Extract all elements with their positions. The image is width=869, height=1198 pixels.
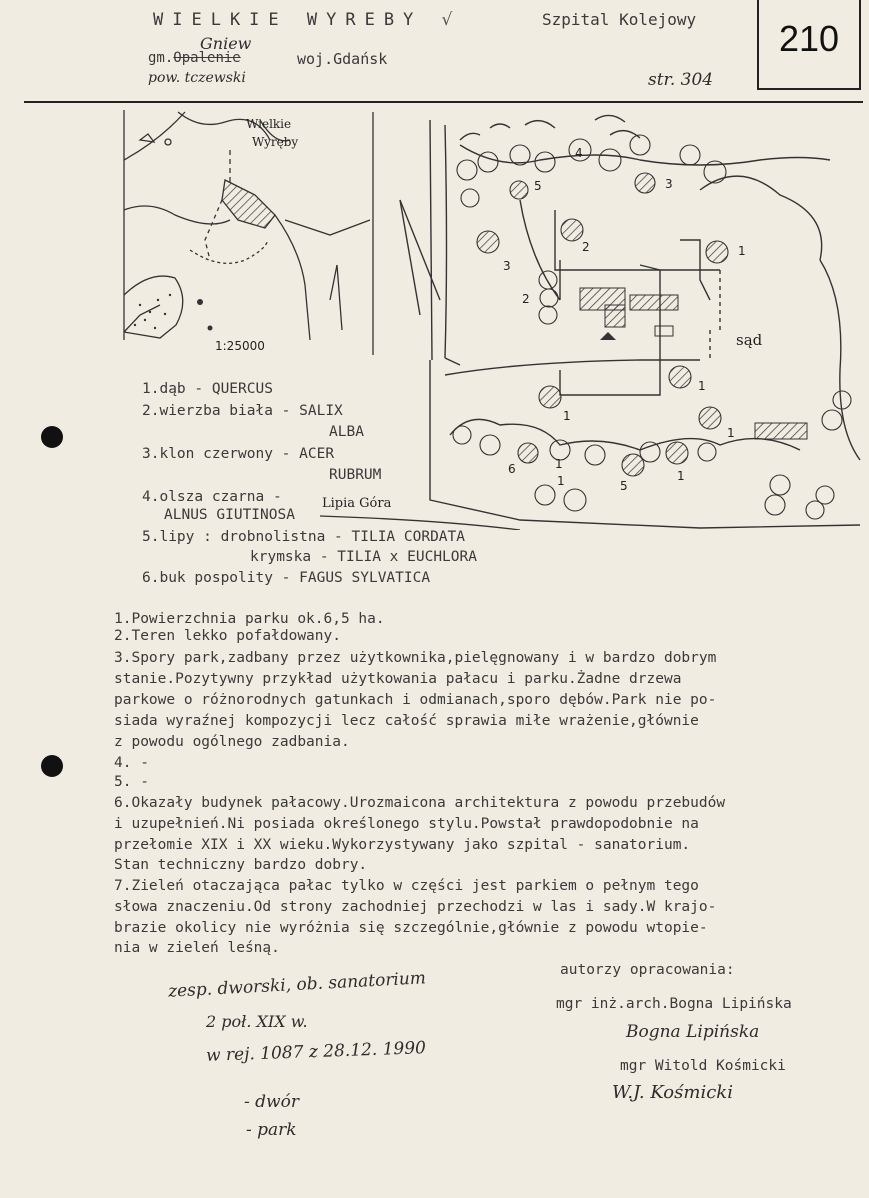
author-2-signature: W.J. Kośmicki — [612, 1082, 733, 1103]
description-line: 5. - — [114, 774, 149, 790]
check-mark: √ — [441, 10, 453, 30]
location-map — [124, 110, 373, 355]
handwritten-note: zesp. dworski, ob. sanatorium — [167, 968, 427, 1002]
tree-number-label: 3 — [665, 177, 673, 191]
tree-number-label: 1 — [727, 426, 735, 440]
tree-number-label: 1 — [563, 409, 571, 423]
handwritten-note: 2 poł. XIX w. — [206, 1012, 308, 1031]
orchard-label: sąd — [736, 331, 763, 349]
legend-item-5: 5.lipy : drobnolistna - TILIA CORDATA — [142, 529, 466, 545]
tree-number-label: 6 — [508, 462, 516, 476]
institution-name: Szpital Kolejowy — [542, 10, 697, 29]
legend-item-3: 3.klon czerwony - ACER — [142, 446, 335, 462]
gmina-struck: Opalenie — [173, 50, 241, 66]
author-1-signature: Bogna Lipińska — [626, 1022, 760, 1042]
page-reference: str. 304 — [648, 70, 714, 90]
hill-label: Lipia Góra — [322, 496, 392, 511]
tree-number-label: 1 — [557, 474, 565, 488]
description-line: 7.Zieleń otaczająca pałac tylko w części jest parkiem o pełnym tego — [114, 878, 699, 894]
tree-number-label: 1 — [677, 469, 685, 483]
record-title — [153, 10, 452, 30]
gmina — [148, 50, 241, 66]
description-line: 1.Powierzchnia parku ok.6,5 ha. — [114, 611, 385, 627]
description-line: 6.Okazały budynek pałacowy.Urozmaicona architektura z powodu przebudów — [114, 795, 726, 811]
legend-item-3-cont: RUBRUM — [329, 467, 382, 483]
village-label-line2: Wyręby — [252, 135, 299, 149]
tree-number-label: 2 — [582, 240, 590, 254]
handwritten-note: - park — [246, 1120, 297, 1140]
legend-item-1: 1.dąb - QUERCUS — [142, 381, 273, 397]
description-line: z powodu ogólnego zadbania. — [114, 734, 350, 750]
gmina-handwritten: Gniew — [200, 34, 252, 53]
description-line: parkowe o różnorodnych gatunkach i odmianach,sporo dębów.Park nie po- — [114, 692, 717, 708]
gmina-prefix: gm. — [148, 50, 174, 66]
description-line: nia w zieleń leśną. — [114, 940, 280, 956]
village-label-line1: Wielkie — [246, 117, 292, 131]
tree-number-label: 1 — [738, 244, 746, 258]
map-scale: 1:25000 — [215, 339, 265, 353]
powiat-handwritten: pow. tczewski — [148, 70, 246, 86]
legend-item-4-cont: ALNUS GIUTINOSA — [164, 507, 295, 523]
tree-number-label: 5 — [620, 479, 628, 493]
legend-item-4: 4.olsza czarna - — [142, 489, 282, 505]
voivodeship: woj.Gdańsk — [297, 50, 388, 68]
handwritten-note: - dwór — [244, 1092, 299, 1112]
description-line: stanie.Pozytywny przykład użytkowania pałacu i parku.Żadne drzewa — [114, 671, 682, 687]
description-line: przełomie XIX i XX wieku.Wykorzystywany jako szpital - sanatorium. — [114, 837, 691, 853]
maps-drawing — [0, 100, 869, 530]
tree-number-label: 1 — [698, 379, 706, 393]
park-building — [580, 288, 807, 439]
punch-hole — [41, 426, 63, 448]
punch-hole — [41, 755, 63, 777]
legend-item-6: 6.buk pospolity - FAGUS SYLVATICA — [142, 570, 431, 586]
description-line: Stan techniczny bardzo dobry. — [114, 857, 368, 873]
tree-number-label: 3 — [503, 259, 511, 273]
legend-item-2-cont: ALBA — [329, 424, 364, 440]
author-2: mgr Witold Kośmicki — [620, 1058, 786, 1074]
description-line: 4. - — [114, 755, 149, 771]
legend-item-5-cont: krymska - TILIA x EUCHLORA — [250, 549, 477, 565]
card-number-box — [757, 0, 861, 90]
tree-number-label: 4 — [575, 146, 583, 160]
tree-number-label: 5 — [534, 179, 542, 193]
description-line: słowa znaczeniu.Od strony zachodniej przechodzi w las i sady.W krajo- — [114, 899, 717, 915]
description-line: i uzupełnień.Ni posiada określonego stylu.Powstał prawdopodobnie na — [114, 816, 699, 832]
tree-number-label: 1 — [555, 457, 563, 471]
card-number: 210 — [778, 18, 840, 59]
authors-heading: autorzy opracowania: — [560, 962, 735, 978]
handwritten-note: w rej. 1087 z 28.12. 1990 — [205, 1038, 427, 1066]
description-line: 2.Teren lekko pofałdowany. — [114, 628, 341, 644]
tree-number-label: 2 — [522, 292, 530, 306]
description-line: 3.Spory park,zadbany przez użytkownika,pielęgnowany i w bardzo dobrym — [114, 650, 717, 666]
title-text: WIELKIE WYREBY — [153, 10, 423, 30]
description-line: siada wyraźnej kompozycji lecz całość sprawia miłe wrażenie,głównie — [114, 713, 699, 729]
author-1: mgr inż.arch.Bogna Lipińska — [556, 996, 792, 1012]
legend-item-2: 2.wierzba biała - SALIX — [142, 403, 343, 419]
description-line: brazie okolicy nie wyróżnia się szczególnie,głównie z powodu wtopie- — [114, 920, 708, 936]
